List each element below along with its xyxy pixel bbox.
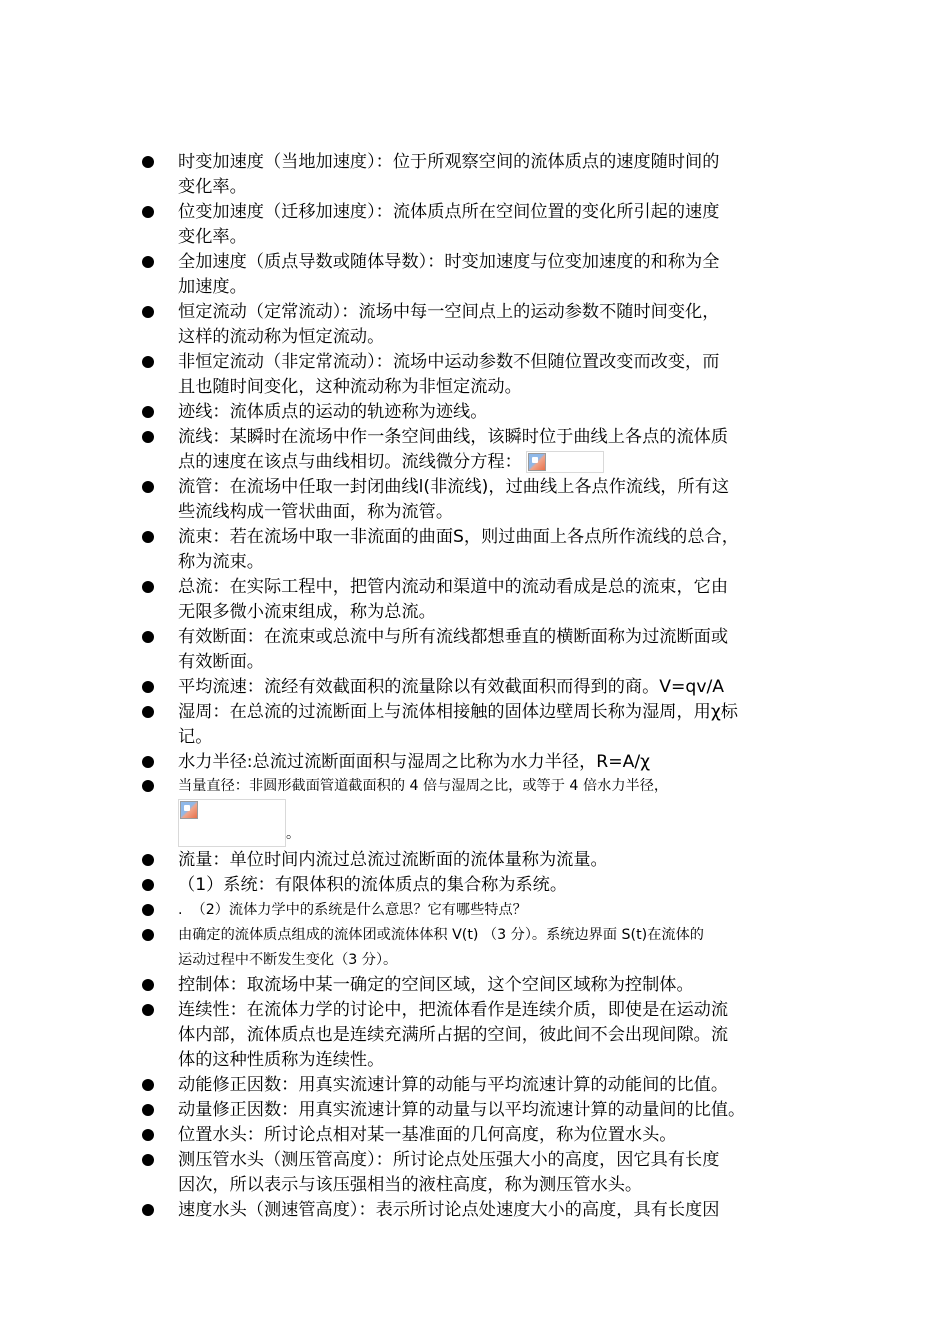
bullet-icon bbox=[142, 306, 154, 318]
item-text: 速度水头（测速管高度）：表示所讨论点处速度大小的高度，具有长度因 bbox=[178, 1200, 720, 1220]
bullet-icon bbox=[142, 1129, 154, 1141]
formula-image-icon bbox=[178, 799, 286, 847]
bullet-icon bbox=[142, 904, 154, 916]
item-text: 恒定流动（定常流动）：流场中每一空间点上的运动参数不随时间变化， 这样的流动称为恒定流动。 bbox=[178, 302, 720, 347]
bullet-icon bbox=[142, 756, 154, 768]
item-text: （1）系统：有限体积的流体质点的集合称为系统。 bbox=[178, 875, 568, 895]
bullet-icon bbox=[142, 531, 154, 543]
item-text: 非恒定流动（非定常流动）：流场中运动参数不但随位置改变而改变，而 且也随时间变化，这种流动称为非恒定流动。 bbox=[178, 352, 720, 397]
bullet-icon bbox=[142, 879, 154, 891]
bullet-icon bbox=[142, 156, 154, 168]
item-text: 连续性：在流体力学的讨论中，把流体看作是连续介质，即使是在运动流 体内部，流体质点也是连续充满所占据的空间，彼此间不会出现间隙。流 体的这种性质称为连续性。 bbox=[178, 1000, 729, 1070]
item-text: 湿周：在总流的过流断面上与流体相接触的固体边壁周长称为湿周，用χ标 记。 bbox=[178, 702, 738, 747]
bullet-icon bbox=[142, 431, 154, 443]
bullet-icon bbox=[142, 206, 154, 218]
bullet-icon bbox=[142, 631, 154, 643]
bullet-icon bbox=[142, 1004, 154, 1016]
item-text: 平均流速：流经有效截面积的流量除以有效截面积而得到的商。V=qv/A bbox=[178, 677, 725, 697]
bullet-icon bbox=[142, 979, 154, 991]
item-text: 位置水头：所讨论点相对某一基准面的几何高度，称为位置水头。 bbox=[178, 1125, 677, 1145]
item-text: 位变加速度（迁移加速度）：流体质点所在空间位置的变化所引起的速度 变化率。 bbox=[178, 202, 720, 247]
bullet-icon bbox=[142, 1204, 154, 1216]
item-text: 流管：在流场中任取一封闭曲线l(非流线)，过曲线上各点作流线，所有这 些流线构成一管状曲面，称为流管。 bbox=[178, 477, 730, 522]
item-text: 动能修正因数：用真实流速计算的动能与平均流速计算的动能间的比值。 bbox=[178, 1075, 729, 1095]
item-text: 由确定的流体质点组成的流体团或流体体积 V(t) （3 分）。系统边界面 S(t)在流体的 运动过程中不断发生变化（3 分）。 bbox=[178, 927, 704, 968]
item-text: 有效断面：在流束或总流中与所有流线都想垂直的横断面称为过流断面或 有效断面。 bbox=[178, 627, 729, 672]
bullet-icon bbox=[142, 929, 154, 941]
item-text: 流线：某瞬时在流场中作一条空间曲线，该瞬时位于曲线上各点的流体质 点的速度在该点与曲线相切。流线微分方程： bbox=[178, 427, 729, 472]
bullet-icon bbox=[142, 780, 154, 792]
bullet-icon bbox=[142, 481, 154, 493]
bullet-icon bbox=[142, 1079, 154, 1091]
item-text: 流量：单位时间内流过总流过流断面的流体量称为流量。 bbox=[178, 850, 608, 870]
bullet-icon bbox=[142, 1154, 154, 1166]
item-text: 测压管水头（测压管高度）：所讨论点处压强大小的高度，因它具有长度 因次，所以表示与该压强相当的液柱高度，称为测压管水头。 bbox=[178, 1150, 720, 1195]
item-text: 水力半径:总流过流断面面积与湿周之比称为水力半径，R=A/χ bbox=[178, 752, 651, 772]
item-text: 总流：在实际工程中，把管内流动和渠道中的流动看成是总的流束，它由 无限多微小流束组成，称为总流。 bbox=[178, 577, 729, 622]
item-text: 时变加速度（当地加速度）：位于所观察空间的流体质点的速度随时间的 变化率。 bbox=[178, 152, 720, 197]
bullet-icon bbox=[142, 581, 154, 593]
bullet-icon bbox=[142, 356, 154, 368]
bullet-icon bbox=[142, 256, 154, 268]
item-text: 迹线：流体质点的运动的轨迹称为迹线。 bbox=[178, 402, 488, 422]
bullet-icon bbox=[142, 406, 154, 418]
bullet-icon bbox=[142, 1104, 154, 1116]
item-text: 流束：若在流场中取一非流面的曲面S，则过曲面上各点所作流线的总合， 称为流束。 bbox=[178, 527, 739, 572]
item-text: 控制体：取流场中某一确定的空间区域，这个空间区域称为控制体。 bbox=[178, 975, 694, 995]
bullet-icon bbox=[142, 706, 154, 718]
bullet-icon bbox=[142, 681, 154, 693]
item-text: 当量直径：非圆形截面管道截面积的 4 倍与湿周之比，或等于 4 倍水力半径， 。 bbox=[178, 774, 810, 847]
item-text: . （2）流体力学中的系统是什么意思？它有哪些特点？ bbox=[178, 902, 527, 918]
item-text: 全加速度（质点导数或随体导数）：时变加速度与位变加速度的和称为全 加速度。 bbox=[178, 252, 720, 297]
item-text: 动量修正因数：用真实流速计算的动量与以平均流速计算的动量间的比值。 bbox=[178, 1100, 746, 1120]
formula-image-icon bbox=[526, 451, 604, 473]
bullet-icon bbox=[142, 854, 154, 866]
